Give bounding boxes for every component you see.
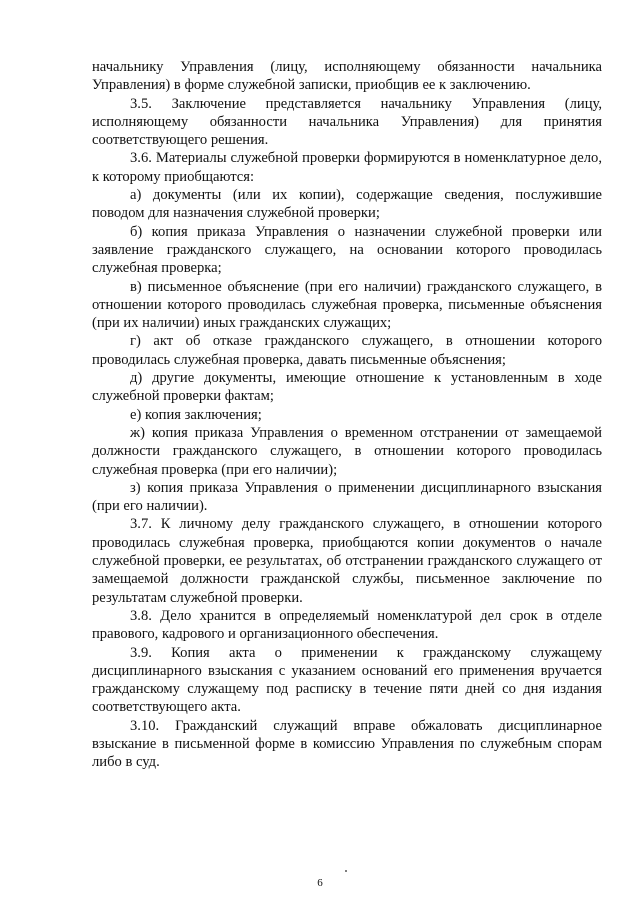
list-item-zh: ж) копия приказа Управления о временном отстранении от замещаемой должности гражданского служащего, в отношении которого проводилась служебная проверка (при его наличии);: [92, 424, 602, 478]
paragraph-3-6: 3.6. Материалы служебной проверки формируются в номенклатурное дело, к которому приобщаются:: [92, 150, 602, 185]
paragraph-3-9: 3.9. Копия акта о применении к гражданскому служащему дисциплинарного взыскания с указанием оснований его применения вручается гражданскому служащему под расписку в течение пяти дней со дня издания соответствующего акта.: [92, 644, 602, 716]
document-body: [92, 58, 602, 772]
list-item-g: г) акт об отказе гражданского служащего, в отношении которого проводилась служебная проверка, давать письменные объяснения;: [92, 333, 602, 368]
list-item-z: з) копия приказа Управления о применении дисциплинарного взыскания (при его наличии).: [92, 479, 602, 515]
list-item-b: б) копия приказа Управления о назначении служебной проверки или заявление гражданского служащего, на основании которого проводилась служебная проверка;: [92, 223, 602, 277]
scan-speck: [345, 870, 347, 872]
paragraph-continuation: начальнику Управления (лицу, исполняющему обязанности начальника Управления) в форме служебной записки, приобщив ее к заключению.: [92, 59, 602, 94]
list-item-d: д) другие документы, имеющие отношение к установленным в ходе служебной проверки фактам;: [92, 370, 602, 405]
paragraph-3-7: 3.7. К личному делу гражданского служащего, в отношении которого проводилась служебная проверка, приобщаются копии документов о начале служебной проверки, ее результатах, об отстранении гражданского служащего от замещаемой должности гражданской службы, письменное заключение по результатам служебной проверки.: [92, 516, 602, 606]
paragraph-3-8: 3.8. Дело хранится в определяемый номенклатурой дел срок в отделе правового, кадрового и организационного обеспечения.: [92, 607, 602, 643]
list-item-v: в) письменное объяснение (при его наличии) гражданского служащего, в отношении которого проводилась служебная проверка, письменные объяснения (при их наличии) иных гражданских служащих;: [92, 278, 602, 332]
page-number: 6: [317, 877, 323, 889]
list-item-e: е) копия заключения;: [130, 406, 262, 423]
paragraph-3-10: 3.10. Гражданский служащий вправе обжаловать дисциплинарное взыскание в письменной форме в комиссию Управления по служебным спорам либо в суд.: [92, 717, 602, 771]
list-item-a: а) документы (или их копии), содержащие сведения, послужившие поводом для назначения служебной проверки;: [92, 187, 602, 222]
paragraph-3-5: 3.5. Заключение представляется начальнику Управления (лицу, исполняющему обязанности начальника Управления) для принятия соответствующего решения.: [92, 95, 602, 149]
